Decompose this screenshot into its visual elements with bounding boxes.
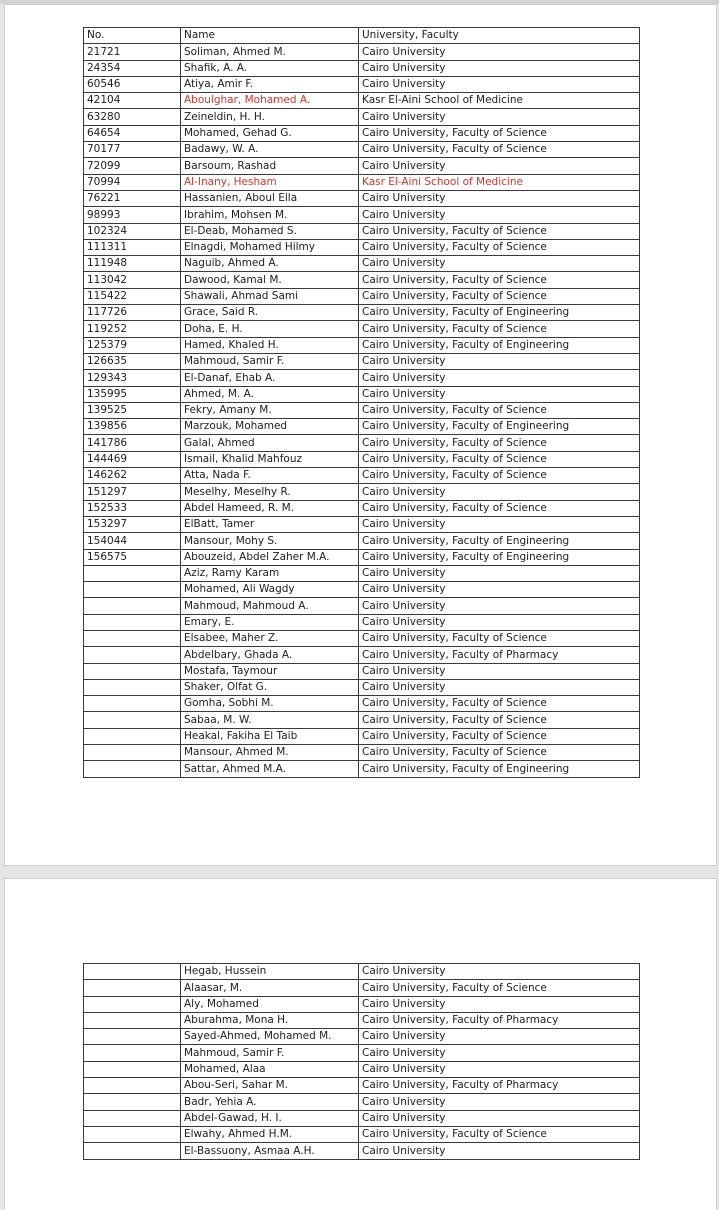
cell-name: Fekry, Amany M.: [181, 402, 359, 418]
cell-university: Cairo University: [359, 1094, 640, 1110]
header-no: No.: [84, 28, 181, 44]
cell-no: 42104: [84, 93, 181, 109]
cell-no: 98993: [84, 207, 181, 223]
cell-name: Badr, Yehia A.: [181, 1094, 359, 1110]
cell-name: Mostafa, Taymour: [181, 663, 359, 679]
cell-university: Cairo University: [359, 679, 640, 695]
table-row: [84, 451, 640, 467]
cell-name: El-Danaf, Ehab A.: [181, 370, 359, 386]
cell-no: 139856: [84, 419, 181, 435]
cell-no: [84, 980, 181, 996]
table-row: [84, 1143, 640, 1159]
table-row: [84, 1045, 640, 1061]
cell-university: Kasr El-Aini School of Medicine: [359, 174, 640, 190]
table-row: [84, 728, 640, 744]
table-row: [84, 1110, 640, 1126]
cell-no: 24354: [84, 60, 181, 76]
cell-university: Cairo University: [359, 516, 640, 532]
cell-no: 70177: [84, 142, 181, 158]
cell-university: Cairo University, Faculty of Science: [359, 321, 640, 337]
cell-no: [84, 679, 181, 695]
cell-university: Cairo University, Faculty of Science: [359, 125, 640, 141]
cell-university: Cairo University, Faculty of Engineering: [359, 549, 640, 565]
cell-university: Cairo University: [359, 484, 640, 500]
cell-university: Cairo University, Faculty of Science: [359, 500, 640, 516]
table-row: [84, 500, 640, 516]
cell-no: [84, 761, 181, 777]
table-row: [84, 419, 640, 435]
researchers-table-page-1: [83, 27, 640, 778]
cell-name: Mahmoud, Samir F.: [181, 353, 359, 369]
cell-no: [84, 1094, 181, 1110]
table-row: [84, 158, 640, 174]
table-row: [84, 1126, 640, 1142]
cell-no: 113042: [84, 272, 181, 288]
cell-no: 126635: [84, 353, 181, 369]
table-row: [84, 1078, 640, 1094]
cell-name: Elnagdi, Mohamed Hilmy: [181, 239, 359, 255]
cell-name: Ismail, Khalid Mahfouz: [181, 451, 359, 467]
cell-university: Cairo University, Faculty of Engineering: [359, 419, 640, 435]
table-row: [84, 761, 640, 777]
table-row: [84, 272, 640, 288]
table-row: [84, 207, 640, 223]
cell-name: Mohamed, Gehad G.: [181, 125, 359, 141]
cell-name: Dawood, Kamal M.: [181, 272, 359, 288]
cell-name: Atta, Nada F.: [181, 468, 359, 484]
cell-university: Cairo University: [359, 109, 640, 125]
researchers-table-page-2: [83, 963, 640, 1160]
cell-no: 21721: [84, 44, 181, 60]
cell-no: [84, 647, 181, 663]
cell-university: Cairo University, Faculty of Pharmacy: [359, 1078, 640, 1094]
table-row: [84, 305, 640, 321]
cell-university: Cairo University: [359, 663, 640, 679]
cell-no: [84, 1061, 181, 1077]
table-row: [84, 1061, 640, 1077]
table-row: [84, 549, 640, 565]
cell-name: ElBatt, Tamer: [181, 516, 359, 532]
cell-university: Cairo University, Faculty of Science: [359, 712, 640, 728]
cell-name: Mohamed, Ali Wagdy: [181, 582, 359, 598]
cell-name: Hegab, Hussein: [181, 964, 359, 980]
cell-university: Cairo University, Faculty of Science: [359, 630, 640, 646]
table-row: [84, 647, 640, 663]
table-row: [84, 60, 640, 76]
cell-university: Cairo University: [359, 1110, 640, 1126]
table-row: [84, 256, 640, 272]
cell-name: Shaker, Olfat G.: [181, 679, 359, 695]
cell-name: Meselhy, Meselhy R.: [181, 484, 359, 500]
cell-name: Gomha, Sobhi M.: [181, 696, 359, 712]
table-row: [84, 321, 640, 337]
cell-no: 111311: [84, 239, 181, 255]
cell-university: Cairo University: [359, 76, 640, 92]
cell-no: 154044: [84, 533, 181, 549]
table-row: [84, 484, 640, 500]
cell-university: Kasr El-Aini School of Medicine: [359, 93, 640, 109]
cell-university: Cairo University, Faculty of Science: [359, 223, 640, 239]
cell-university: Cairo University: [359, 582, 640, 598]
cell-name: Shafik, A. A.: [181, 60, 359, 76]
table-row: [84, 1094, 640, 1110]
cell-university: Cairo University: [359, 256, 640, 272]
cell-no: 156575: [84, 549, 181, 565]
cell-name: Galal, Ahmed: [181, 435, 359, 451]
table-row: [84, 565, 640, 581]
cell-university: Cairo University, Faculty of Science: [359, 468, 640, 484]
cell-no: 60546: [84, 76, 181, 92]
cell-university: Cairo University: [359, 44, 640, 60]
cell-university: Cairo University: [359, 996, 640, 1012]
cell-name: Mohamed, Alaa: [181, 1061, 359, 1077]
cell-name: Abdelbary, Ghada A.: [181, 647, 359, 663]
cell-name: Ibrahim, Mohsen M.: [181, 207, 359, 223]
cell-name: Abou-Seri, Sahar M.: [181, 1078, 359, 1094]
cell-no: 115422: [84, 288, 181, 304]
cell-university: Cairo University: [359, 1029, 640, 1045]
cell-university: Cairo University, Faculty of Pharmacy: [359, 1012, 640, 1028]
cell-no: [84, 964, 181, 980]
cell-no: [84, 1012, 181, 1028]
cell-university: Cairo University: [359, 60, 640, 76]
cell-university: Cairo University, Faculty of Science: [359, 728, 640, 744]
cell-name: Atiya, Amir F.: [181, 76, 359, 92]
cell-no: 144469: [84, 451, 181, 467]
cell-university: Cairo University: [359, 353, 640, 369]
cell-no: 146262: [84, 468, 181, 484]
cell-name: Soliman, Ahmed M.: [181, 44, 359, 60]
table-row: [84, 386, 640, 402]
cell-no: [84, 614, 181, 630]
table-row: [84, 996, 640, 1012]
cell-name: Emary, E.: [181, 614, 359, 630]
cell-university: Cairo University: [359, 964, 640, 980]
cell-no: 141786: [84, 435, 181, 451]
cell-no: 117726: [84, 305, 181, 321]
cell-no: [84, 1110, 181, 1126]
cell-university: Cairo University, Faculty of Pharmacy: [359, 647, 640, 663]
cell-university: Cairo University: [359, 370, 640, 386]
cell-name: Elsabee, Maher Z.: [181, 630, 359, 646]
cell-name: Aziz, Ramy Karam: [181, 565, 359, 581]
table-row: [84, 614, 640, 630]
cell-university: Cairo University: [359, 1061, 640, 1077]
table-row: [84, 630, 640, 646]
cell-university: Cairo University: [359, 1045, 640, 1061]
cell-university: Cairo University, Faculty of Science: [359, 696, 640, 712]
cell-no: [84, 582, 181, 598]
table-row: [84, 598, 640, 614]
table-row: [84, 582, 640, 598]
cell-name: El-Bassuony, Asmaa A.H.: [181, 1143, 359, 1159]
table-row: [84, 142, 640, 158]
table-row: [84, 964, 640, 980]
header-name: Name: [181, 28, 359, 44]
cell-name: Barsoum, Rashad: [181, 158, 359, 174]
document-page-2[interactable]: [4, 878, 717, 1210]
cell-name: Aly, Mohamed: [181, 996, 359, 1012]
table-row: [84, 93, 640, 109]
table-row: [84, 223, 640, 239]
cell-no: [84, 696, 181, 712]
cell-name: Doha, E. H.: [181, 321, 359, 337]
cell-name: Grace, Said R.: [181, 305, 359, 321]
table-row: [84, 190, 640, 206]
cell-no: 139525: [84, 402, 181, 418]
cell-no: [84, 728, 181, 744]
cell-university: Cairo University, Faculty of Science: [359, 451, 640, 467]
table-row: [84, 712, 640, 728]
table-row: [84, 44, 640, 60]
cell-university: Cairo University: [359, 1143, 640, 1159]
cell-name: Abdel Hameed, R. M.: [181, 500, 359, 516]
cell-university: Cairo University: [359, 614, 640, 630]
cell-name: Sattar, Ahmed M.A.: [181, 761, 359, 777]
cell-no: 125379: [84, 337, 181, 353]
cell-university: Cairo University: [359, 598, 640, 614]
cell-no: [84, 996, 181, 1012]
cell-name: Mahmoud, Samir F.: [181, 1045, 359, 1061]
cell-name: Alaasar, M.: [181, 980, 359, 996]
cell-no: [84, 1143, 181, 1159]
table-row: [84, 337, 640, 353]
cell-no: 70994: [84, 174, 181, 190]
table-row: [84, 435, 640, 451]
cell-university: Cairo University, Faculty of Science: [359, 435, 640, 451]
table-row: [84, 1012, 640, 1028]
cell-name: Aboulghar, Mohamed A.: [181, 93, 359, 109]
table-row: [84, 109, 640, 125]
cell-name: Mansour, Ahmed M.: [181, 745, 359, 761]
table-row: [84, 1029, 640, 1045]
cell-name: Elwahy, Ahmed H.M.: [181, 1126, 359, 1142]
cell-university: Cairo University, Faculty of Science: [359, 402, 640, 418]
table-row: [84, 516, 640, 532]
cell-no: [84, 1045, 181, 1061]
table-row: [84, 468, 640, 484]
cell-name: Aburahma, Mona H.: [181, 1012, 359, 1028]
cell-university: Cairo University, Faculty of Science: [359, 745, 640, 761]
cell-university: Cairo University: [359, 207, 640, 223]
table-row: [84, 679, 640, 695]
cell-no: [84, 712, 181, 728]
table-row: [84, 353, 640, 369]
cell-no: 72099: [84, 158, 181, 174]
cell-no: [84, 663, 181, 679]
cell-no: [84, 565, 181, 581]
cell-no: 152533: [84, 500, 181, 516]
cell-university: Cairo University, Faculty of Science: [359, 980, 640, 996]
cell-no: 76221: [84, 190, 181, 206]
cell-university: Cairo University, Faculty of Engineering: [359, 305, 640, 321]
cell-name: Mansour, Mohy S.: [181, 533, 359, 549]
table-row: [84, 533, 640, 549]
cell-university: Cairo University: [359, 386, 640, 402]
cell-name: Abouzeid, Abdel Zaher M.A.: [181, 549, 359, 565]
cell-university: Cairo University: [359, 190, 640, 206]
cell-university: Cairo University, Faculty of Engineering: [359, 761, 640, 777]
cell-name: Zeineldin, H. H.: [181, 109, 359, 125]
cell-name: Naguib, Ahmed A.: [181, 256, 359, 272]
cell-name: Marzouk, Mohamed: [181, 419, 359, 435]
cell-university: Cairo University, Faculty of Science: [359, 288, 640, 304]
cell-university: Cairo University: [359, 565, 640, 581]
cell-name: El-Deab, Mohamed S.: [181, 223, 359, 239]
table-row: [84, 745, 640, 761]
table-row: [84, 402, 640, 418]
cell-university: Cairo University, Faculty of Science: [359, 142, 640, 158]
cell-name: Sayed-Ahmed, Mohamed M.: [181, 1029, 359, 1045]
table-row: [84, 980, 640, 996]
cell-university: Cairo University, Faculty of Engineering: [359, 533, 640, 549]
cell-no: 151297: [84, 484, 181, 500]
table-row: [84, 663, 640, 679]
table-row: [84, 174, 640, 190]
cell-no: 129343: [84, 370, 181, 386]
cell-no: 63280: [84, 109, 181, 125]
cell-name: Al-Inany, Hesham: [181, 174, 359, 190]
table-header-row: [84, 28, 640, 44]
cell-name: Abdel-Gawad, H. I.: [181, 1110, 359, 1126]
table-row: [84, 125, 640, 141]
table-row: [84, 239, 640, 255]
cell-university: Cairo University, Faculty of Science: [359, 272, 640, 288]
cell-no: 153297: [84, 516, 181, 532]
cell-no: [84, 1126, 181, 1142]
cell-university: Cairo University, Faculty of Engineering: [359, 337, 640, 353]
table-row: [84, 370, 640, 386]
cell-name: Heakal, Fakiha El Taib: [181, 728, 359, 744]
cell-no: 64654: [84, 125, 181, 141]
cell-name: Hamed, Khaled H.: [181, 337, 359, 353]
cell-name: Shawali, Ahmad Sami: [181, 288, 359, 304]
cell-name: Mahmoud, Mahmoud A.: [181, 598, 359, 614]
cell-name: Hassanien, Aboul Ella: [181, 190, 359, 206]
header-university: University, Faculty: [359, 28, 640, 44]
document-page-1[interactable]: [4, 4, 717, 866]
cell-no: 135995: [84, 386, 181, 402]
cell-no: [84, 598, 181, 614]
cell-no: 119252: [84, 321, 181, 337]
cell-name: Badawy, W. A.: [181, 142, 359, 158]
cell-no: [84, 630, 181, 646]
cell-no: 111948: [84, 256, 181, 272]
cell-university: Cairo University: [359, 158, 640, 174]
cell-no: [84, 1078, 181, 1094]
cell-university: Cairo University, Faculty of Science: [359, 1126, 640, 1142]
table-row: [84, 696, 640, 712]
table-row: [84, 76, 640, 92]
cell-university: Cairo University, Faculty of Science: [359, 239, 640, 255]
cell-no: [84, 745, 181, 761]
cell-name: Sabaa, M. W.: [181, 712, 359, 728]
cell-no: 102324: [84, 223, 181, 239]
cell-name: Ahmed, M. A.: [181, 386, 359, 402]
cell-no: [84, 1029, 181, 1045]
table-row: [84, 288, 640, 304]
